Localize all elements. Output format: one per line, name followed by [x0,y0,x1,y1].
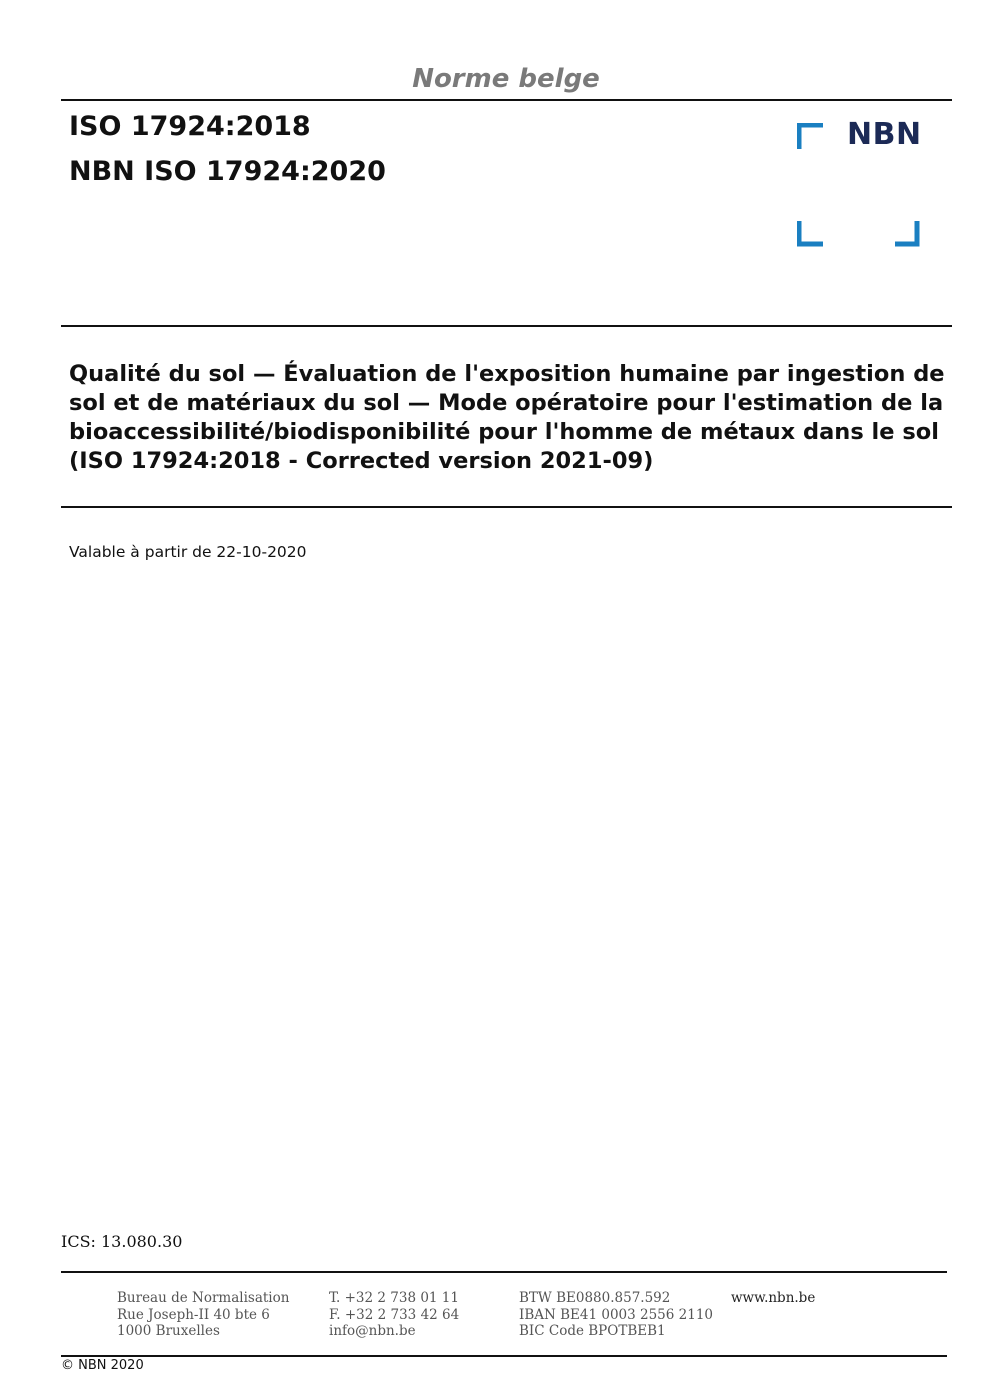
nbn-logo-text: NBN [847,117,922,152]
address-line: 1000 Bruxelles [117,1323,220,1339]
footer-bottom-divider [61,1355,947,1357]
address-line: Rue Joseph-II 40 bte 6 [117,1306,270,1323]
email-address[interactable]: info@nbn.be [329,1323,416,1339]
footer-top-divider [61,1271,947,1273]
title-bottom-divider [61,506,952,508]
footer-bank [519,1290,713,1340]
nbn-standard-number: NBN ISO 17924:2020 [69,156,386,187]
fax-number: F. +32 2 733 42 64 [329,1306,460,1323]
logo-corner-bottom-right [895,221,917,244]
validity-date: Valable à partir de 22-10-2020 [69,543,307,561]
footer-address [117,1290,289,1340]
footer-contact [329,1290,459,1340]
copyright-notice: © NBN 2020 [61,1358,144,1373]
document-type-label: Norme belge [412,64,600,94]
top-divider [61,99,952,101]
vat-number: BTW BE0880.857.592 [519,1290,671,1306]
title-top-divider [61,325,952,327]
iso-standard-number: ISO 17924:2018 [69,111,311,142]
address-line: Bureau de Normalisation [117,1290,290,1306]
ics-code: ICS: 13.080.30 [61,1232,183,1251]
phone-number: T. +32 2 738 01 11 [329,1290,459,1306]
footer-website [731,1290,815,1307]
website-link[interactable]: www.nbn.be [731,1290,816,1306]
document-title: Qualité du sol — Évaluation de l'exposition humaine par ingestion de sol et de matériaux du sol — Mode opératoire pour l'estimation de la bioaccessibilité/biodisponibilité pour l'homme de métaux dans le sol (ISO 17924:2018 - Corrected version 2021-09) [69,361,945,474]
bic-code: BIC Code BPOTBEB1 [519,1323,666,1339]
logo-corner-bottom-left [799,221,823,244]
iban-number: IBAN BE41 0003 2556 2110 [519,1306,714,1323]
logo-corner-top-left [799,125,823,149]
